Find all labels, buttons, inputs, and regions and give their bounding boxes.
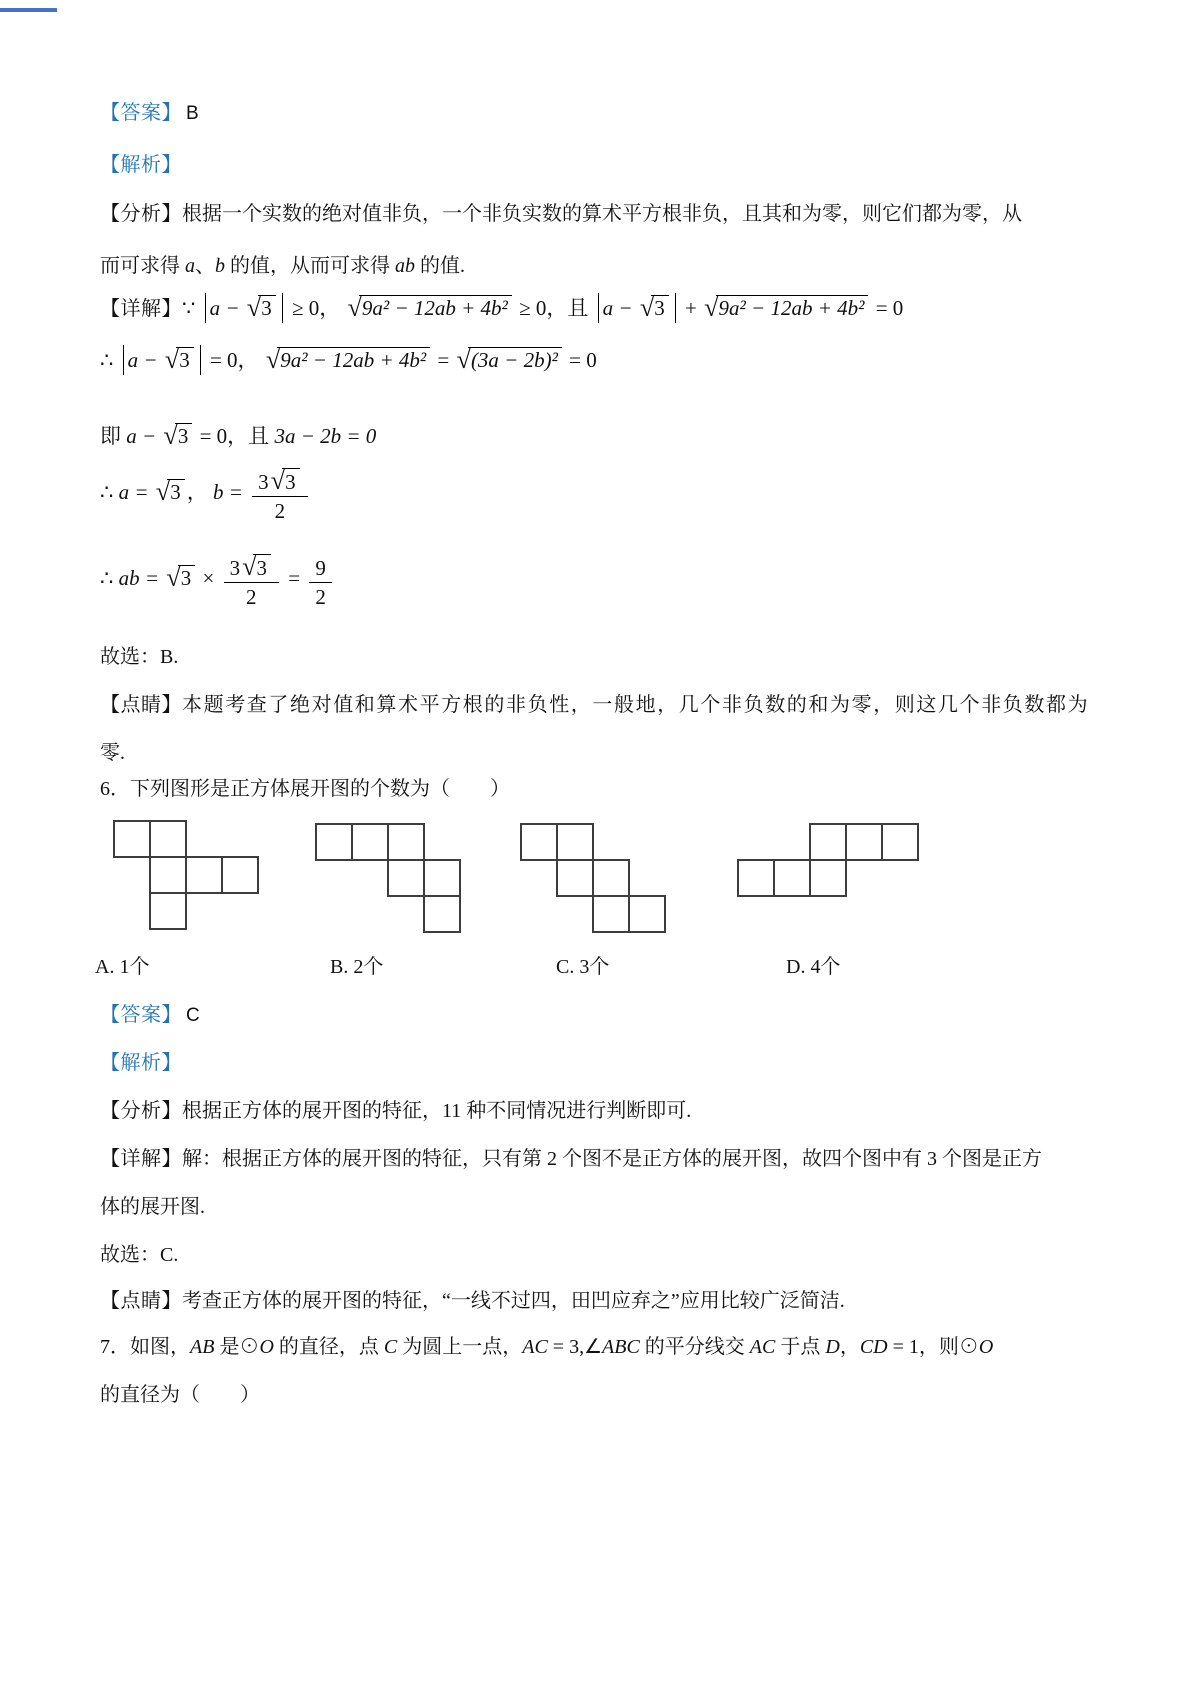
radical-sign: √ [456, 345, 471, 374]
net-cell-fig1 [185, 856, 223, 894]
radical-sign: √ [163, 421, 178, 450]
math-term: a − [209, 296, 245, 320]
times-sign: × [197, 566, 220, 591]
math-term: 3 [258, 470, 269, 494]
abs-group [123, 345, 201, 375]
option-label: B. 2个 [330, 956, 384, 978]
math-term: a − [602, 296, 638, 320]
therefore-symbol: ∴ [100, 480, 119, 505]
q7-question-line-1 [100, 1330, 993, 1359]
net-cell-fig2 [387, 859, 425, 897]
radicand: 3 [167, 479, 185, 505]
math-term: ≥ 0， [513, 296, 568, 320]
answer-value: B [186, 103, 199, 124]
math-term: a = [118, 480, 154, 505]
q6-question-line [100, 772, 510, 801]
radical-sign: √ [246, 293, 262, 322]
net-cell-fig1 [221, 856, 259, 894]
var-AC: AC [522, 1336, 548, 1358]
dianjing-label: 【点睛】 [100, 694, 182, 716]
math-term: = 0 [563, 348, 597, 372]
radical-sign: √ [242, 552, 257, 581]
math-term: ≥ 0， [286, 296, 346, 320]
var-a: a [185, 255, 195, 277]
radical-sign: √ [639, 293, 655, 322]
radicand: (3a − 2b)² [468, 347, 562, 373]
sqrt-group [457, 347, 562, 373]
var-b: b [215, 255, 225, 277]
radical-sign: √ [155, 477, 171, 507]
var-AB: AB [190, 1336, 215, 1358]
math-term: 3a − 2b = 0 [274, 424, 377, 448]
sqrt-group [163, 423, 192, 449]
net-cell-fig1 [149, 856, 187, 894]
radical-sign: √ [347, 293, 362, 322]
option-label: D. 4个 [786, 956, 841, 978]
fenxi-text: 根据正方体的展开图的特征，11 种不同情况进行判断即可. [182, 1100, 692, 1122]
sqrt-group [348, 295, 512, 321]
radicand: 9a² − 12ab + 4b² [359, 295, 512, 321]
question-text: 为圆上一点， [397, 1336, 523, 1358]
because-symbol: ∵ [182, 296, 201, 320]
option-b [330, 950, 383, 979]
q5-jiexi-line [100, 148, 182, 177]
answer-label: 【答案】 [100, 1004, 182, 1026]
q6-jiexi-line [100, 1046, 182, 1075]
xiangjie-text: 体的展开图. [100, 1196, 205, 1218]
sqrt-group [156, 479, 185, 505]
net-cell-fig3 [520, 823, 558, 861]
sqrt-group [266, 347, 430, 373]
answer-label: 【答案】 [100, 102, 182, 124]
q5-fenxi-line-1 [100, 197, 1022, 226]
sqrt-group [271, 468, 300, 495]
fenxi-label: 【分析】 [100, 1100, 182, 1122]
abs-group [598, 293, 676, 323]
math-term: a − [127, 348, 163, 372]
option-label: C. 3个 [556, 956, 610, 978]
net-cell-fig4 [881, 823, 919, 861]
radicand: 3 [651, 295, 669, 321]
fenxi-text: 的值. [415, 255, 465, 277]
equals-sign: = [432, 348, 455, 372]
q5-formula-line-3 [100, 420, 376, 450]
fenxi-text: 根据一个实数的绝对值非负，一个非负实数的算术平方根非负，且其和为零，则它们都为零，从 [182, 203, 1022, 225]
var-CD: CD [859, 1336, 888, 1358]
dianjing-text: 本题考查了绝对值和算术平方根的非负性，一般地，几个非负数的和为零，则这几个非负数都为 [182, 694, 1090, 716]
fraction-denominator: 2 [246, 585, 257, 610]
radicand: 3 [253, 554, 271, 581]
xiangjie-text: 解：根据正方体的展开图的特征，只有第 2 个图不是正方体的展开图，故四个图中有 3 个图是正方 [182, 1148, 1042, 1170]
math-term: = 0， [204, 348, 264, 372]
sqrt-group [242, 554, 271, 581]
guxuan-text: 故选：B. [100, 646, 179, 668]
sqrt-group [247, 295, 276, 321]
page-top-blue-mark [0, 8, 57, 12]
therefore-symbol: ∴ [100, 566, 119, 591]
math-term: ， [186, 480, 213, 505]
net-cell-fig1 [149, 892, 187, 930]
radicand: 3 [258, 295, 276, 321]
math-term: 即 [100, 424, 127, 448]
question-text: 的平分线交 [639, 1336, 750, 1358]
sqrt-group [165, 347, 194, 373]
q6-xiangjie-line-2 [100, 1190, 205, 1219]
question-text: 的直径，点 [273, 1336, 384, 1358]
net-cell-fig4 [809, 823, 847, 861]
option-d [786, 950, 840, 979]
radicand: 3 [176, 347, 194, 373]
fraction-numerator [252, 468, 307, 497]
radicand: 3 [282, 468, 300, 495]
q5-dianjing-line-1 [100, 688, 1089, 717]
q5-dianjing-line-2 [100, 736, 125, 765]
fenxi-text: 而可求得 [100, 255, 185, 277]
q6-answer-line [100, 998, 200, 1027]
fraction [309, 555, 332, 611]
q7-question-line-2 [100, 1378, 260, 1407]
question-text: = 1，则⊙ [887, 1336, 979, 1358]
equals-sign: = [282, 566, 306, 591]
q5-xiangjie-formula-line [100, 292, 903, 323]
question-text: ， [839, 1336, 860, 1358]
var-C: C [383, 1336, 398, 1358]
net-cell-fig1 [113, 820, 151, 858]
var-ab: ab [395, 255, 415, 277]
net-cell-fig2 [387, 823, 425, 861]
fenxi-label: 【分析】 [100, 203, 182, 225]
q5-answer-line [100, 96, 199, 125]
net-cell-fig3 [556, 859, 594, 897]
math-term: 3 [229, 556, 241, 580]
q5-formula-line-5 [100, 552, 336, 609]
q5-formula-line-4 [100, 466, 312, 523]
q6-guxuan-line [100, 1238, 178, 1267]
fraction-denominator: 2 [315, 584, 326, 609]
net-cell-fig4 [737, 859, 775, 897]
radical-sign: √ [166, 563, 181, 593]
dianjing-text: 零. [100, 742, 125, 764]
jiexi-label: 【解析】 [100, 1052, 182, 1074]
question-text: 6．下列图形是正方体展开图的个数为（ ） [100, 778, 510, 800]
answer-value: C [186, 1005, 200, 1026]
fraction-numerator [224, 554, 279, 583]
radicand: 9a² − 12ab + 4b² [277, 347, 430, 373]
dianjing-text: 考查正方体的展开图的特征，“一线不过四，田凹应弃之”应用比较广泛简洁. [182, 1290, 845, 1312]
guxuan-text: 故选：C. [100, 1244, 179, 1266]
sqrt-group [704, 295, 868, 321]
dianjing-label: 【点睛】 [100, 1290, 182, 1312]
q6-xiangjie-line-1 [100, 1142, 1042, 1171]
xiangjie-label: 【详解】 [100, 1148, 182, 1170]
radical-sign: √ [265, 345, 281, 374]
net-cell-fig2 [351, 823, 389, 861]
fraction-numerator: 9 [309, 555, 332, 583]
radical-sign: √ [270, 466, 286, 495]
net-cell-fig2 [423, 895, 461, 933]
fraction [224, 554, 279, 611]
therefore-symbol: ∴ [100, 348, 119, 372]
math-term: = 0 [870, 296, 904, 320]
fenxi-text: 、 [195, 255, 215, 277]
question-text: 是⊙ [214, 1336, 260, 1358]
question-text: 的直径为（ ） [100, 1384, 260, 1406]
q6-fenxi-line [100, 1094, 691, 1123]
radicand: 9a² − 12ab + 4b² [716, 295, 869, 321]
var-D: D [825, 1336, 840, 1358]
sqrt-group [640, 295, 669, 321]
net-cell-fig4 [809, 859, 847, 897]
var-AC: AC [749, 1336, 776, 1358]
math-term: b = [212, 480, 249, 505]
var-O: O [978, 1336, 994, 1358]
var-ABC: ABC [602, 1336, 640, 1358]
net-cell-fig3 [556, 823, 594, 861]
question-text: = 3,∠ [547, 1336, 603, 1358]
xiangjie-label: 【详解】 [100, 298, 182, 320]
net-cell-fig1 [149, 820, 187, 858]
q5-fenxi-line-2 [100, 249, 465, 278]
plus-sign: + [679, 296, 703, 320]
question-text: 于点 [775, 1336, 826, 1358]
net-cell-fig2 [423, 859, 461, 897]
math-term: = 0，且 [194, 424, 275, 448]
net-cell-fig4 [845, 823, 883, 861]
abs-group [205, 293, 283, 323]
option-c [556, 950, 609, 979]
math-term: ab = [118, 566, 165, 591]
question-text: 7．如图， [100, 1336, 190, 1358]
sqrt-group [166, 565, 195, 591]
fraction [252, 468, 307, 525]
radicand: 3 [178, 565, 196, 591]
math-term: a − [126, 424, 162, 448]
q5-guxuan-line [100, 640, 178, 669]
radical-sign: √ [164, 345, 180, 374]
fraction-denominator: 2 [274, 499, 286, 524]
net-cell-fig3 [592, 859, 630, 897]
radical-sign: √ [704, 293, 719, 322]
net-cell-fig3 [592, 895, 630, 933]
jiexi-label: 【解析】 [100, 154, 182, 176]
var-O: O [259, 1336, 274, 1358]
fenxi-text: 的值，从而可求得 [225, 255, 395, 277]
option-label: A. 1个 [95, 956, 150, 978]
q6-dianjing-line [100, 1284, 845, 1313]
q5-formula-line-2 [100, 344, 597, 375]
option-a [95, 950, 149, 979]
net-cell-fig2 [315, 823, 353, 861]
radicand: 3 [175, 423, 193, 449]
net-cell-fig4 [773, 859, 811, 897]
net-cell-fig3 [628, 895, 666, 933]
math-term: 且 [567, 296, 594, 320]
